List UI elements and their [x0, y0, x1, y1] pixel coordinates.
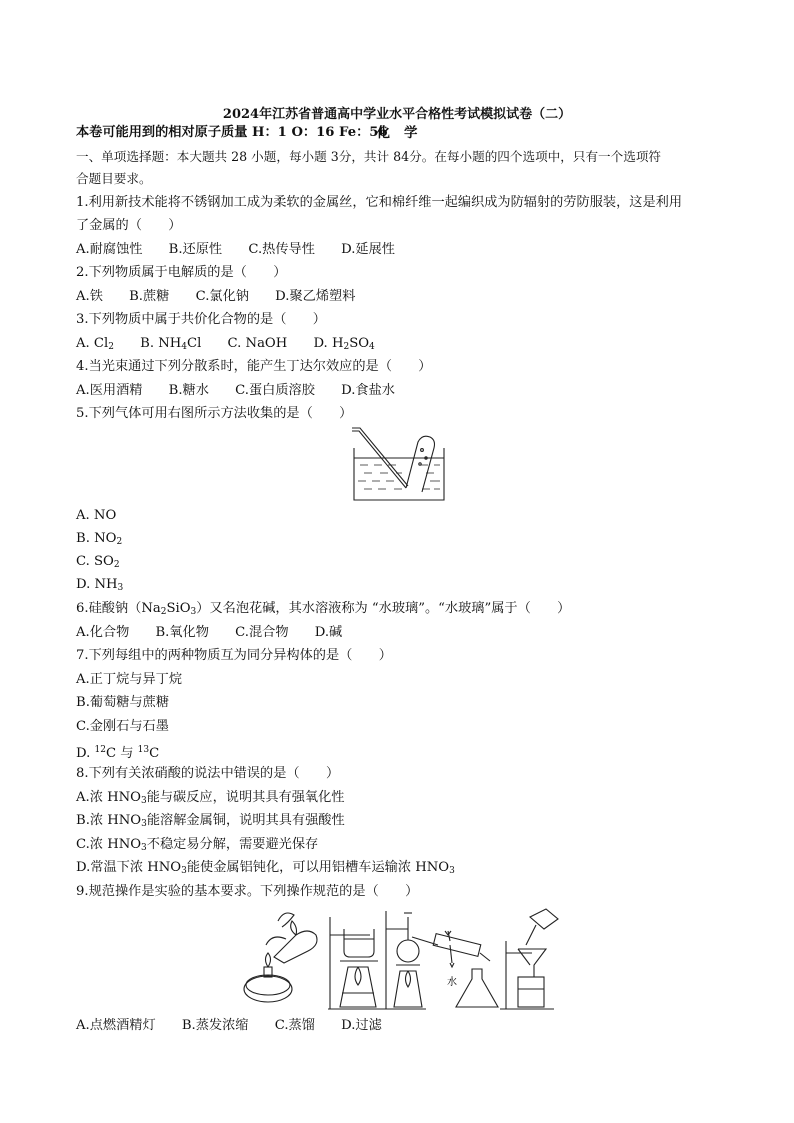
q8-a-suffix: 能与碳反应，说明其具有强氧化性 — [146, 790, 345, 805]
q8-d-mid: 能使金属铝钝化，可以用铝槽车运输浓 HNO — [186, 860, 450, 875]
water-label: 水 — [447, 977, 457, 988]
q3-d-mid: SO — [349, 336, 370, 351]
q7-d-suffix: C — [149, 746, 160, 761]
q3-b-text: B. NH — [140, 336, 182, 351]
q4-options — [76, 382, 417, 400]
q9-stem: 9.规范操作是实验的基本要求。下列操作规范的是（ ） — [76, 884, 419, 899]
q6-stem-suffix: ）又名泡花碱，其水溶液称为 “水玻璃”。“水玻璃”属于（ ） — [196, 601, 571, 616]
evaporation-apparatus-drawing — [328, 917, 390, 1009]
q1-option-a[interactable]: A.耐腐蚀性 — [76, 242, 143, 257]
q5-b-text: B. NO — [76, 531, 117, 546]
q9-option-b[interactable]: B.蒸发浓缩 — [181, 1018, 249, 1033]
q8-b-sub: 3 — [141, 819, 147, 829]
q8-d-text: D.常温下浓 HNO — [76, 860, 182, 875]
q3-b-suffix: Cl — [187, 336, 202, 351]
q7-option-d[interactable] — [76, 741, 159, 763]
q2-option-b[interactable]: B.蔗糖 — [129, 289, 170, 304]
q8-d-sub2: 3 — [449, 866, 455, 876]
q8-a-text: A.浓 HNO — [76, 790, 141, 805]
q8-option-a[interactable] — [76, 789, 345, 810]
q9-option-c[interactable]: C.蒸馏 — [274, 1018, 315, 1033]
q4-option-a[interactable]: A.医用酒精 — [76, 383, 143, 398]
q5-option-a[interactable]: A. NO — [76, 508, 117, 523]
q1-option-b[interactable]: B.还原性 — [168, 242, 223, 257]
q8-b-suffix: 能溶解金属铜，说明其具有强酸性 — [146, 813, 345, 828]
q8-d-sub: 3 — [181, 866, 187, 876]
q7-option-b[interactable]: B.葡萄糖与蔗糖 — [76, 695, 170, 710]
section-instructions-cont: 合题目要求。 — [76, 171, 152, 186]
q9-option-d[interactable]: D.过滤 — [341, 1018, 382, 1033]
lab-operations-figure — [236, 905, 566, 1013]
q3-option-b[interactable] — [140, 335, 201, 356]
q1-option-d[interactable]: D.延展性 — [341, 242, 395, 257]
q8-c-sub: 3 — [141, 843, 147, 853]
q3-option-c[interactable]: C. NaOH — [227, 336, 288, 351]
q3-d-text: D. H — [313, 336, 344, 351]
q6-stem — [76, 600, 570, 621]
subject-title: 化学 — [376, 125, 432, 141]
q8-a-sub: 3 — [140, 796, 147, 806]
q4-option-c[interactable]: C.蛋白质溶胶 — [235, 383, 315, 398]
q8-b-text: B.浓 HNO — [76, 813, 142, 828]
q8-c-suffix: 不稳定易分解，需要避光保存 — [146, 837, 319, 852]
q3-option-a[interactable] — [76, 335, 114, 356]
alcohol-lamp-drawing — [244, 913, 317, 1002]
q5-d-sub: 3 — [117, 583, 124, 593]
filtration-apparatus-drawing — [500, 909, 558, 1009]
q3-a-text: A. Cl — [76, 336, 109, 351]
q3-a-sub: 2 — [108, 342, 114, 352]
q4-option-b[interactable]: B.糖水 — [168, 383, 209, 398]
q2-option-d[interactable]: D.聚乙烯塑料 — [275, 289, 356, 304]
q5-b-sub: 2 — [116, 537, 123, 547]
q6-stem-text: 6.硅酸钠（Na — [76, 601, 161, 616]
q5-c-sub: 2 — [113, 560, 120, 570]
q7-stem: 7.下列每组中的两种物质互为同分异构体的是（ ） — [76, 648, 392, 663]
q6-options — [76, 624, 364, 642]
q6-option-b[interactable]: B.氧化物 — [155, 625, 209, 640]
q7-option-c[interactable]: C.金刚石与石墨 — [76, 719, 169, 734]
q4-option-d[interactable]: D.食盐水 — [341, 383, 395, 398]
q1-option-c[interactable]: C.热传导性 — [248, 242, 315, 257]
q1-stem: 1.利用新技术能将不锈钢加工成为柔软的金属丝，它和棉纤维一起编织成为防辐射的劳防服装，这是利用 — [76, 195, 683, 210]
q6-option-c[interactable]: C.混合物 — [235, 625, 289, 640]
distillation-apparatus-drawing — [384, 911, 498, 1009]
q7-d-sup1: 12 — [94, 745, 106, 755]
q3-b-sub: 4 — [181, 342, 188, 352]
q8-option-d[interactable] — [76, 859, 455, 880]
q7-d-text: D. — [76, 746, 95, 761]
q5-stem: 5.下列气体可用右图所示方法收集的是（ ） — [76, 406, 353, 421]
q2-option-c[interactable]: C.氯化钠 — [195, 289, 249, 304]
q3-d-sub2: 4 — [369, 342, 375, 352]
exam-title: 2024年江苏省普通高中学业水平合格性考试模拟试卷（二） — [222, 107, 572, 122]
q6-sub1: 2 — [160, 607, 167, 617]
atomic-masses: 本卷可能用到的相对原子质量 H：1 O：16 Fe：56 — [76, 125, 388, 140]
q6-option-a[interactable]: A.化合物 — [76, 625, 130, 640]
section-instructions: 一、单项选择题：本大题共 28 小题，每小题 3分，共计 84分。在每小题的四个选项中，只有一个选项符 — [76, 149, 662, 164]
q2-stem: 2.下列物质属于电解质的是（ ） — [76, 265, 287, 280]
q3-option-d[interactable] — [313, 335, 374, 356]
q8-stem: 8.下列有关浓硝酸的说法中错误的是（ ） — [76, 766, 340, 781]
q2-options — [76, 288, 377, 306]
q8-c-text: C.浓 HNO — [76, 837, 142, 852]
q1-stem-cont: 了金属的（ ） — [76, 218, 182, 233]
q1-options — [76, 241, 417, 259]
q5-option-c[interactable] — [76, 553, 120, 574]
q4-stem: 4.当光束通过下列分散系时，能产生丁达尔效应的是（ ） — [76, 359, 432, 374]
q6-sub2: 3 — [190, 607, 197, 617]
q8-option-c[interactable] — [76, 836, 318, 857]
q3-stem: 3.下列物质中属于共价化合物的是（ ） — [76, 312, 326, 327]
q6-option-d[interactable]: D.碱 — [314, 625, 343, 640]
q5-option-b[interactable] — [76, 530, 122, 551]
q3-d-sub1: 2 — [343, 342, 350, 352]
gas-collection-figure — [350, 428, 450, 503]
q5-option-d[interactable] — [76, 576, 123, 597]
q7-option-a[interactable]: A.正丁烷与异丁烷 — [76, 672, 183, 687]
q5-d-text: D. NH — [76, 577, 118, 592]
q3-options — [76, 335, 397, 356]
q2-option-a[interactable]: A.铁 — [76, 289, 103, 304]
q7-d-mid: C 与 — [105, 746, 138, 761]
q8-option-b[interactable] — [76, 812, 345, 833]
q9-option-a[interactable]: A.点燃酒精灯 — [76, 1018, 156, 1033]
q5-c-text: C. SO — [76, 554, 114, 569]
q9-options — [76, 1017, 404, 1035]
q6-stem-mid: SiO — [166, 601, 191, 616]
q7-d-sup2: 13 — [137, 745, 150, 755]
